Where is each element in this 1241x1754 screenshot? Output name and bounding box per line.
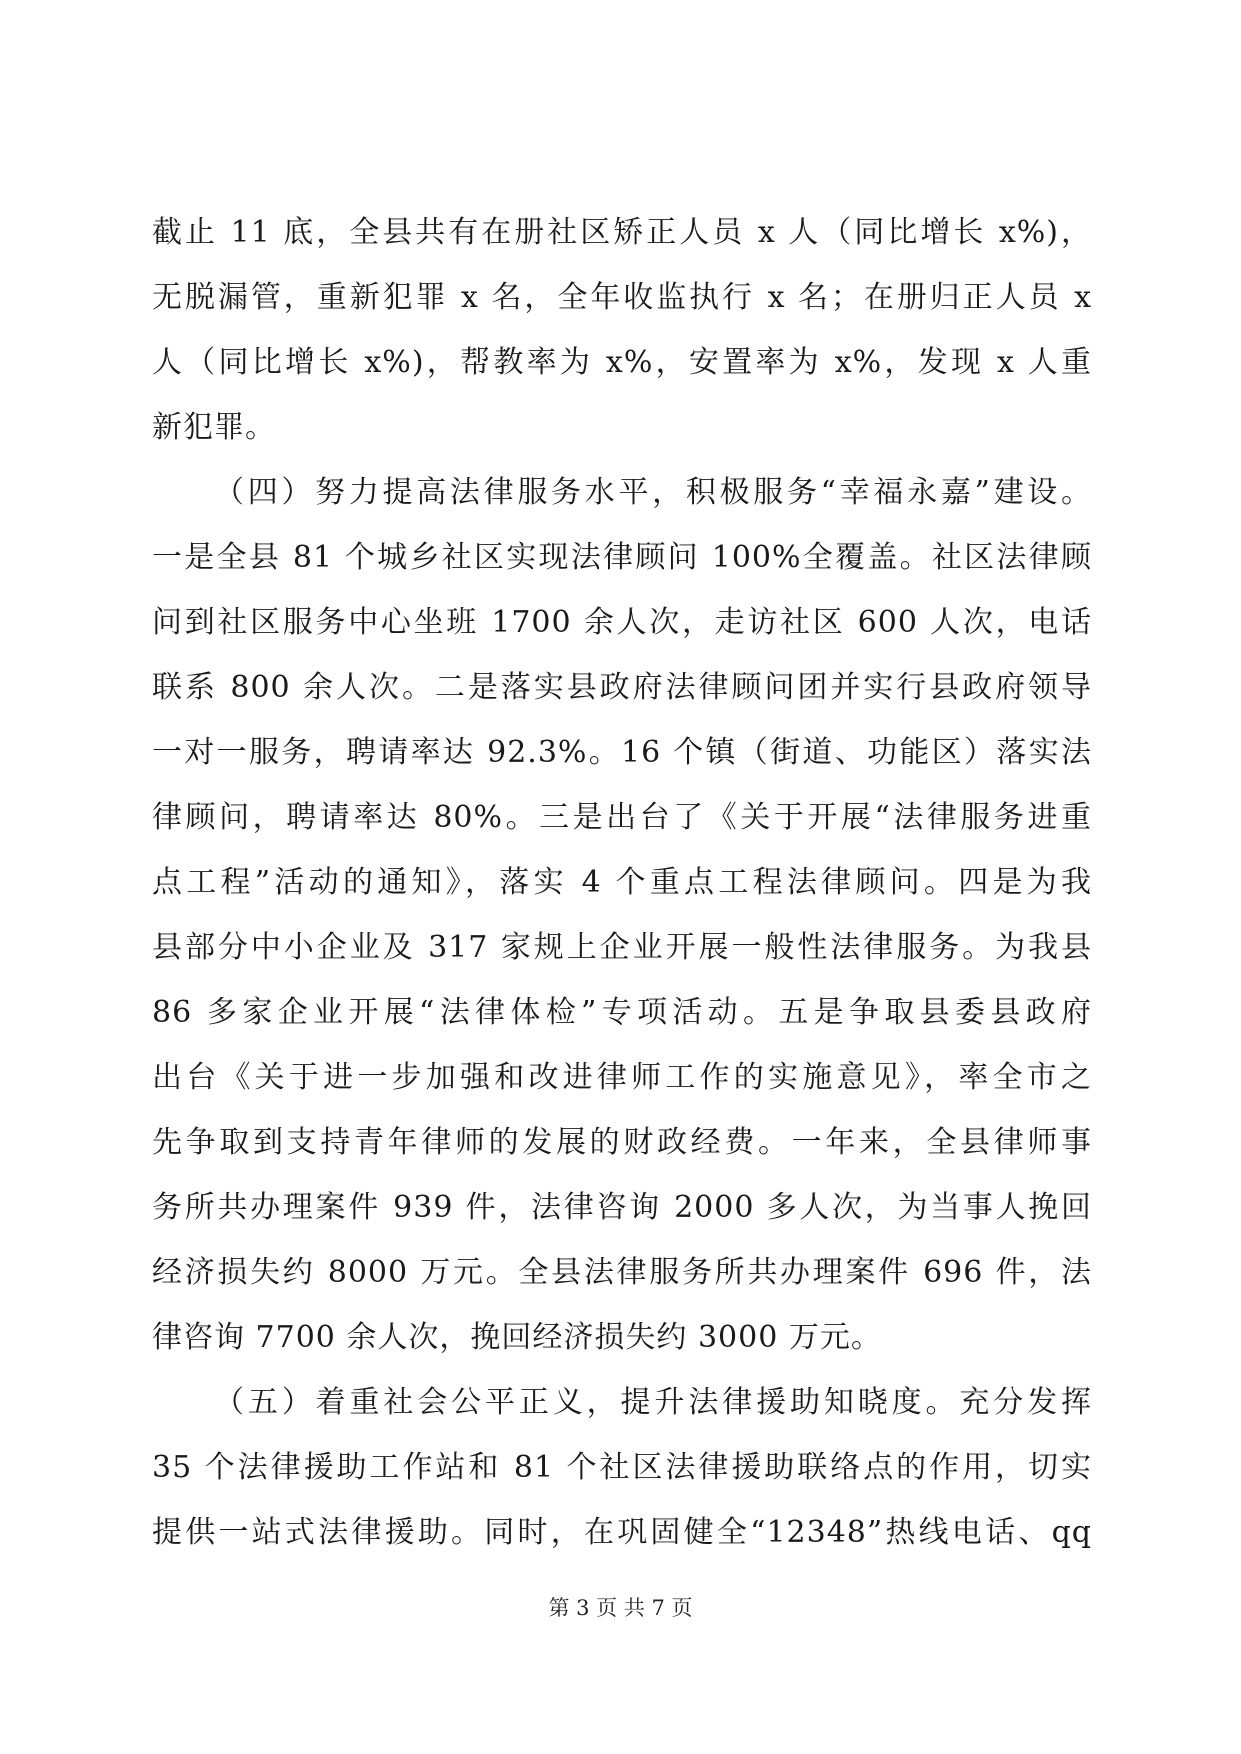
text-line: 点工程”活动的通知》，落实 4 个重点工程法律顾问。四是为我 xyxy=(152,865,1092,900)
section-heading-line: （四）努力提高法律服务水平，积极服务“幸福永嘉”建设。 xyxy=(214,475,1092,510)
text-line: 86 多家企业开展“法律体检”专项活动。五是争取县委县政府 xyxy=(152,995,1092,1030)
section-heading-line: （五）着重社会公平正义，提升法律援助知晓度。充分发挥 xyxy=(214,1385,1092,1420)
text-line: 截止 11 底，全县共有在册社区矫正人员 x 人（同比增长 x%)， xyxy=(152,215,1092,250)
text-line: 问到社区服务中心坐班 1700 余人次，走访社区 600 人次，电话 xyxy=(152,605,1092,640)
page-footer: 第 3 页 共 7 页 xyxy=(548,1596,693,1620)
text-line: 一是全县 81 个城乡社区实现法律顾问 100%全覆盖。社区法律顾 xyxy=(152,540,1092,575)
text-line: 35 个法律援助工作站和 81 个社区法律援助联络点的作用，切实 xyxy=(152,1450,1092,1485)
text-line: 人（同比增长 x%)，帮教率为 x%，安置率为 x%，发现 x 人重 xyxy=(152,345,1092,380)
text-line: 无脱漏管，重新犯罪 x 名，全年收监执行 x 名；在册归正人员 x xyxy=(152,280,1092,315)
text-line: 律咨询 7700 余人次，挽回经济损失约 3000 万元。 xyxy=(152,1320,882,1355)
document-body xyxy=(152,200,1092,1565)
text-line: 先争取到支持青年律师的发展的财政经费。一年来，全县律师事 xyxy=(152,1125,1092,1160)
text-line: 联系 800 余人次。二是落实县政府法律顾问团并实行县政府领导 xyxy=(152,670,1092,705)
text-line: 县部分中小企业及 317 家规上企业开展一般性法律服务。为我县 xyxy=(152,930,1092,965)
text-line: 新犯罪。 xyxy=(152,410,276,445)
text-line: 律顾问，聘请率达 80%。三是出台了《关于开展“法律服务进重 xyxy=(152,800,1092,835)
text-line: 务所共办理案件 939 件，法律咨询 2000 多人次，为当事人挽回 xyxy=(152,1190,1092,1225)
text-line: 提供一站式法律援助。同时，在巩固健全“12348”热线电话、qq xyxy=(152,1515,1092,1550)
text-line: 一对一服务，聘请率达 92.3%。16 个镇（街道、功能区）落实法 xyxy=(152,735,1092,770)
text-line: 经济损失约 8000 万元。全县法律服务所共办理案件 696 件，法 xyxy=(152,1255,1092,1290)
text-line: 出台《关于进一步加强和改进律师工作的实施意见》，率全市之 xyxy=(152,1060,1092,1095)
